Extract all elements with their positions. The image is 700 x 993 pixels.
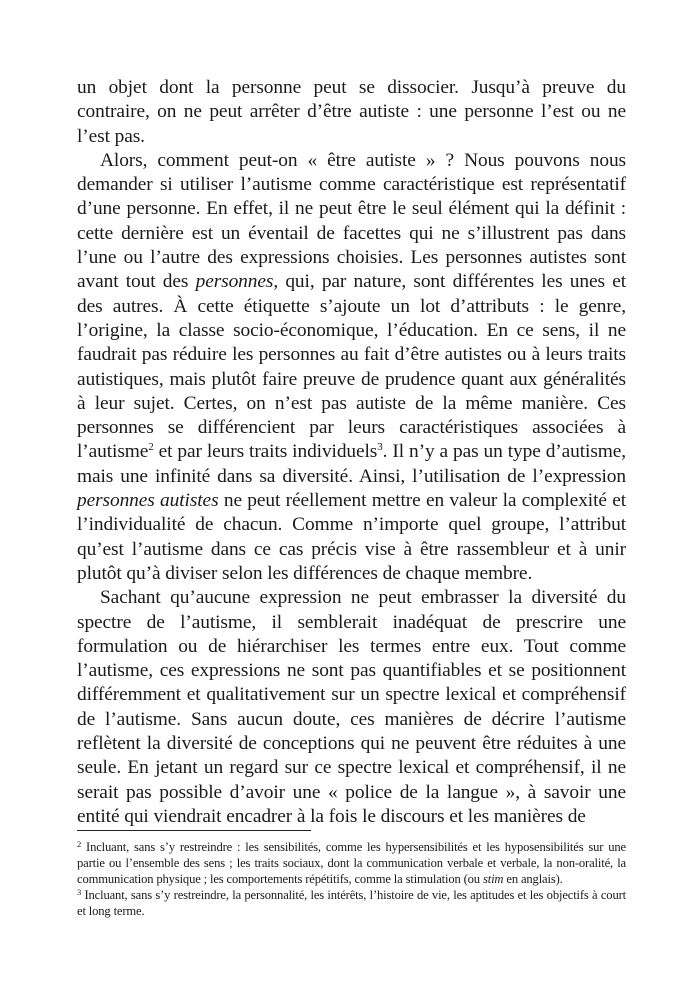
- footnote-2-text-c: en anglais).: [503, 872, 563, 887]
- footnote-ref-2[interactable]: 2: [148, 441, 154, 454]
- footnotes: [77, 839, 626, 919]
- body-text: [77, 76, 626, 829]
- footnote-divider: [77, 830, 311, 831]
- footnote-2-text-a: Incluant, sans s’y restreindre : les sensibilités, comme les hypersensibilités et les hyposensibilités sur une partie ou l’ensemble des sens ; les traits sociaux, dont la communication verbale et verbale, la non-oralité, la communication physique ; les comportements répétitifs, comme la stimulation (ou: [77, 840, 626, 887]
- footnote-3: [77, 887, 626, 919]
- paragraph-2-text-a: Alors, comment peut-on « être autiste » ? Nous pouvons nous demander si utiliser l’autisme comme caractéristique est représentatif d’une personne. En effet, il ne peut être le seul élément qui la définit : cette dernière est un éventail de facettes qui ne s’illustrent pas dans l’une ou l’autre des expressions choisies. Les personnes autistes sont avant tout des: [77, 149, 626, 293]
- footnote-2: [77, 839, 626, 887]
- paragraph-3: [77, 586, 626, 829]
- paragraph-2-text-c: , qui, par nature, sont différentes les unes et des autres. À cette étiquette s’ajoute un lot d’attributs : le genre, l’origine, la classe socio-économique, l’éducation. En ce sens, il ne faudrait pas réduire les personnes au fait d’être autistes ou à leurs traits autistiques, mais plutôt faire preuve de prudence quant aux généralités à leur sujet. Certes, on n’est pas autiste de la même manière. Ces personnes se différencient par leurs caractéristiques associées à l’autisme: [77, 271, 626, 463]
- paragraph-2-text-g: ne peut réellement mettre en valeur la complexité et l’individualité de chacun. Comme n’importe quel groupe, l’attribut qu’est l’autisme dans ce cas précis vise à être rassembleur et à unir plutôt qu’à diviser selon les différences de chaque membre.: [77, 490, 626, 584]
- emphasis-personnes: personnes: [195, 271, 274, 293]
- emphasis-personnes-autistes: personnes autistes: [77, 490, 219, 512]
- footnote-2-number: 2: [77, 839, 82, 849]
- paragraph-2-text-d: et par leurs traits individuels: [153, 441, 378, 463]
- footnote-2-emphasis-stim: stim: [482, 872, 504, 887]
- footnote-3-number: 3: [77, 887, 82, 898]
- paragraph-2: [77, 149, 626, 586]
- paragraph-3-text: Sachant qu’aucune expression ne peut embrasser la diversité du spectre de l’autisme, il semblerait inadéquat de prescrire une formulation ou de hiérarchiser les termes entre eux. Tout comme l’autisme, ces expressions ne sont pas quantifiables et se positionnent différemment et qualitativement sur un spectre lexical et compréhensif de l’autisme. Sans aucun doute, ces manières de décrire l’autisme reflètent la diversité de conceptions qui ne peuvent être réduites à une seule. En jetant un regard sur ce spectre lexical et compréhensif, il ne serait pas possible d’avoir une « police de la langue », à savoir une entité qui viendrait encadrer à la fois le discours et les manières de: [77, 587, 626, 827]
- footnote-3-text: Incluant, sans s’y restreindre, la personnalité, les intérêts, l’histoire de vie, les aptitudes et les objectifs à court et long terme.: [77, 888, 626, 919]
- paragraph-1-text: un objet dont la personne peut se dissocier. Jusqu’à preuve du contraire, on ne peut arrêter d’être autiste : une personne l’est ou ne l’est pas.: [77, 77, 626, 147]
- paragraph-2-text-e: . Il n’y a pas un type d’autisme, mais une infinité dans sa diversité. Ainsi, l’utilisation de l’expression: [77, 441, 627, 487]
- paragraph-1: [77, 76, 626, 149]
- footnote-ref-3[interactable]: 3: [377, 441, 383, 454]
